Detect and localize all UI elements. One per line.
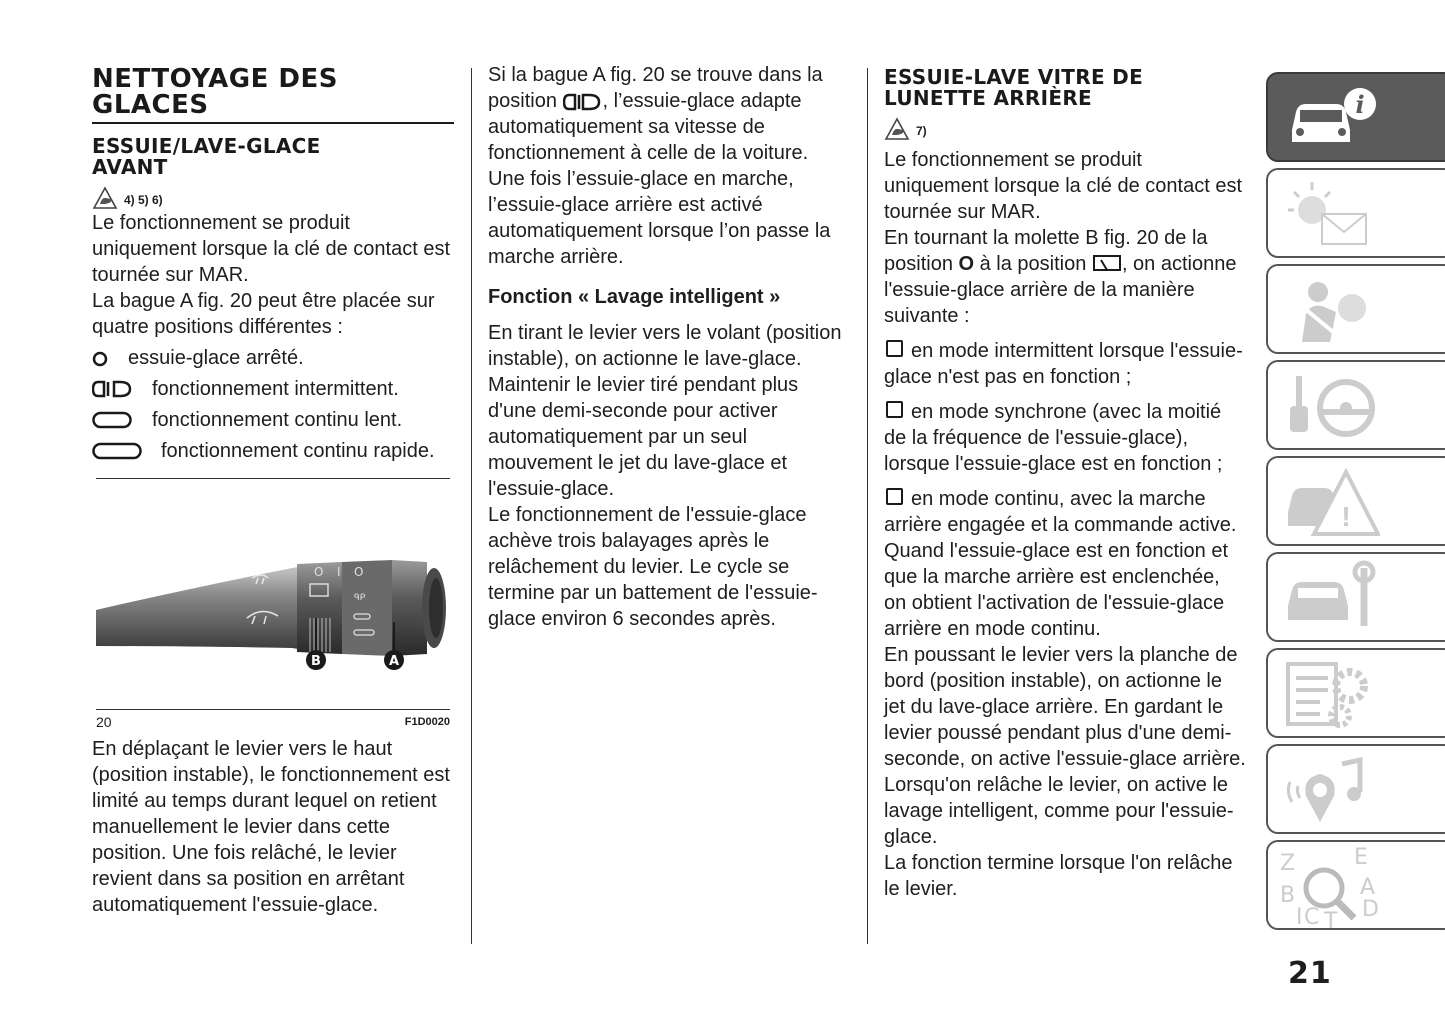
column-divider-2	[867, 68, 868, 944]
rear-dial-paragraph: En tournant la molette B fig. 20 de la position O à la position , on actionne l'essuie-glace arrière de la manière suivante :	[884, 227, 1237, 327]
position-intermittent: fonctionnement intermittent.	[92, 376, 454, 402]
ring-mark-o: O	[314, 565, 324, 579]
fast-continuous-icon	[92, 441, 161, 461]
svg-text:C: C	[1304, 905, 1320, 930]
tab-multimedia[interactable]	[1266, 744, 1445, 834]
bullet-square-icon	[886, 401, 903, 418]
tab-lights-dashboard[interactable]	[1266, 168, 1445, 258]
svg-text:D: D	[1362, 897, 1379, 922]
release-paragraph: La fonction termine lorsque l'on relâche le levier.	[884, 852, 1233, 900]
smart-wash-paragraph-1: En tirant le levier vers le volant (position instable), on actionne le lave-glace. Maintenir le levier tiré pendant plus d'une demi-seconde pour activer automatiquement par un seul mouvement le jet du lave-glace et l'essuie-glace.	[488, 322, 842, 500]
safety-airbag-icon	[1280, 272, 1380, 348]
intro-paragraph-2: La bague A fig. 20 peut être placée sur quatre positions différentes :	[92, 290, 435, 338]
page-number: 21	[1288, 956, 1332, 991]
figure-number: 20	[96, 714, 112, 730]
svg-text:i: i	[1355, 90, 1365, 119]
slow-continuous-icon	[92, 410, 152, 430]
auto-speed-paragraph: Si la bague A fig. 20 se trouve dans la position , l’essuie-glace adapte automatiquement sa vitesse de fonctionnement à celle de la voiture. Une fois l’essuie-glace en marche, l’essuie-glace arrière est activé automatiquement lorsque l’on passe la marche arrière.	[488, 64, 831, 268]
column-2	[488, 62, 848, 632]
position-off: essuie-glace arrêté.	[92, 345, 454, 371]
svg-text:B: B	[1280, 883, 1296, 908]
label-a: A	[388, 654, 400, 669]
after-figure-paragraph: En déplaçant le levier vers le haut (position instable), le fonctionnement est limité au temps durant lequel on retient manuellement le levier dans cette position. Une fois relâché, le levier revient dans sa position en arrêtant automatiquement l'essuie-glace.	[92, 738, 450, 916]
svg-text:!: !	[1341, 501, 1351, 532]
tab-starting-driving[interactable]	[1266, 360, 1445, 450]
emergency-icon	[1280, 464, 1380, 540]
lights-dashboard-icon	[1280, 176, 1380, 252]
smart-wash-paragraph-2: Le fonctionnement de l'essuie-glace achève trois balayages après le relâchement du levier. Le cycle se termine par un battement de l'essuie-glace environ 6 secondes après.	[488, 504, 818, 630]
bullet-synchronous: en mode synchrone (avec la moitié de la fréquence de l'essuie-glace), lorsque l'essuie-glace est en fonction ;	[884, 401, 1223, 475]
svg-text:I: I	[1296, 905, 1303, 930]
section-title: NETTOYAGE DES GLACES	[92, 64, 338, 120]
position-fast-continuous: fonctionnement continu rapide.	[92, 438, 454, 464]
intermittent-icon	[92, 379, 152, 399]
warning-hand-icon	[884, 117, 910, 141]
tab-index[interactable]	[1266, 840, 1445, 930]
ring-intermittent-mark: ᑫᑭ	[354, 592, 366, 602]
warning-refs: 7)	[916, 124, 927, 138]
bullet-square-icon	[886, 488, 903, 505]
svg-text:E: E	[1354, 845, 1368, 870]
tab-emergency[interactable]	[1266, 456, 1445, 546]
column-divider-1	[471, 68, 472, 944]
multimedia-icon	[1280, 752, 1380, 828]
warning-reference-row	[92, 182, 454, 210]
off-circle-icon	[92, 348, 128, 368]
index-icon	[1274, 842, 1394, 932]
column-1	[92, 62, 454, 918]
warning-reference-row-rear	[884, 113, 1246, 141]
section-title-rule	[92, 122, 454, 124]
svg-text:A: A	[1360, 875, 1376, 900]
column-3	[884, 62, 1246, 902]
ring-mark-i: I	[337, 565, 341, 579]
warning-hand-icon	[92, 186, 118, 210]
rear-wiper-icon	[1092, 254, 1122, 276]
label-b: B	[311, 654, 321, 669]
bullet-continuous: en mode continu, avec la marche arrière engagée et la commande active.	[884, 488, 1237, 536]
warning-refs: 4) 5) 6)	[124, 193, 163, 207]
figure-code: F1D0020	[404, 716, 450, 728]
rear-intro-paragraph: Le fonctionnement se produit uniquement lorsque la clé de contact est tournée sur MAR.	[884, 149, 1242, 223]
svg-text:Z: Z	[1280, 851, 1296, 876]
tab-technical-data[interactable]	[1266, 648, 1445, 738]
intermittent-inline-icon	[563, 93, 603, 111]
smart-wash-title: Fonction « Lavage intelligent »	[488, 286, 781, 308]
starting-driving-icon	[1280, 368, 1380, 444]
technical-data-icon	[1280, 656, 1380, 732]
tab-safety[interactable]	[1266, 264, 1445, 354]
bullet-intermittent: en mode intermittent lorsque l'essuie-glace n'est pas en fonction ;	[884, 340, 1243, 388]
reverse-gear-paragraph: Quand l'essuie-glace est en fonction et que la marche arrière est enclenchée, on obtient l'activation de l'essuie-glace arrière en mode continu.	[884, 540, 1229, 640]
bullet-square-icon	[886, 340, 903, 357]
intro-paragraph-1: Le fonctionnement se produit uniquement lorsque la clé de contact est tournée sur MAR.	[92, 212, 450, 286]
position-slow-continuous: fonctionnement continu lent.	[92, 407, 454, 433]
figure-20	[92, 478, 454, 730]
subsection-title-front-wiper: ESSUIE/LAVE-GLACE AVANT	[92, 134, 321, 179]
subsection-title-rear-wiper: ESSUIE-LAVE VITRE DE LUNETTE ARRIÈRE	[884, 65, 1144, 110]
car-info-icon	[1280, 80, 1380, 156]
rear-washer-paragraph: En poussant le levier vers la planche de bord (position instable), on actionne le jet du lave-glace arrière. En gardant le levier poussé pendant plus d'une demi-seconde, on active l'essuie-glace arrière. Lorsqu'on relâche le levier, on active le lavage intelligent, comme pour l'essuie-glace.	[884, 644, 1246, 848]
svg-text:T: T	[1324, 909, 1338, 932]
wiper-stalk-illustration	[92, 518, 454, 688]
tab-maintenance[interactable]	[1266, 552, 1445, 642]
tab-car-info[interactable]	[1266, 72, 1445, 162]
ring-mark-o2: O	[354, 565, 364, 579]
maintenance-icon	[1280, 560, 1380, 636]
